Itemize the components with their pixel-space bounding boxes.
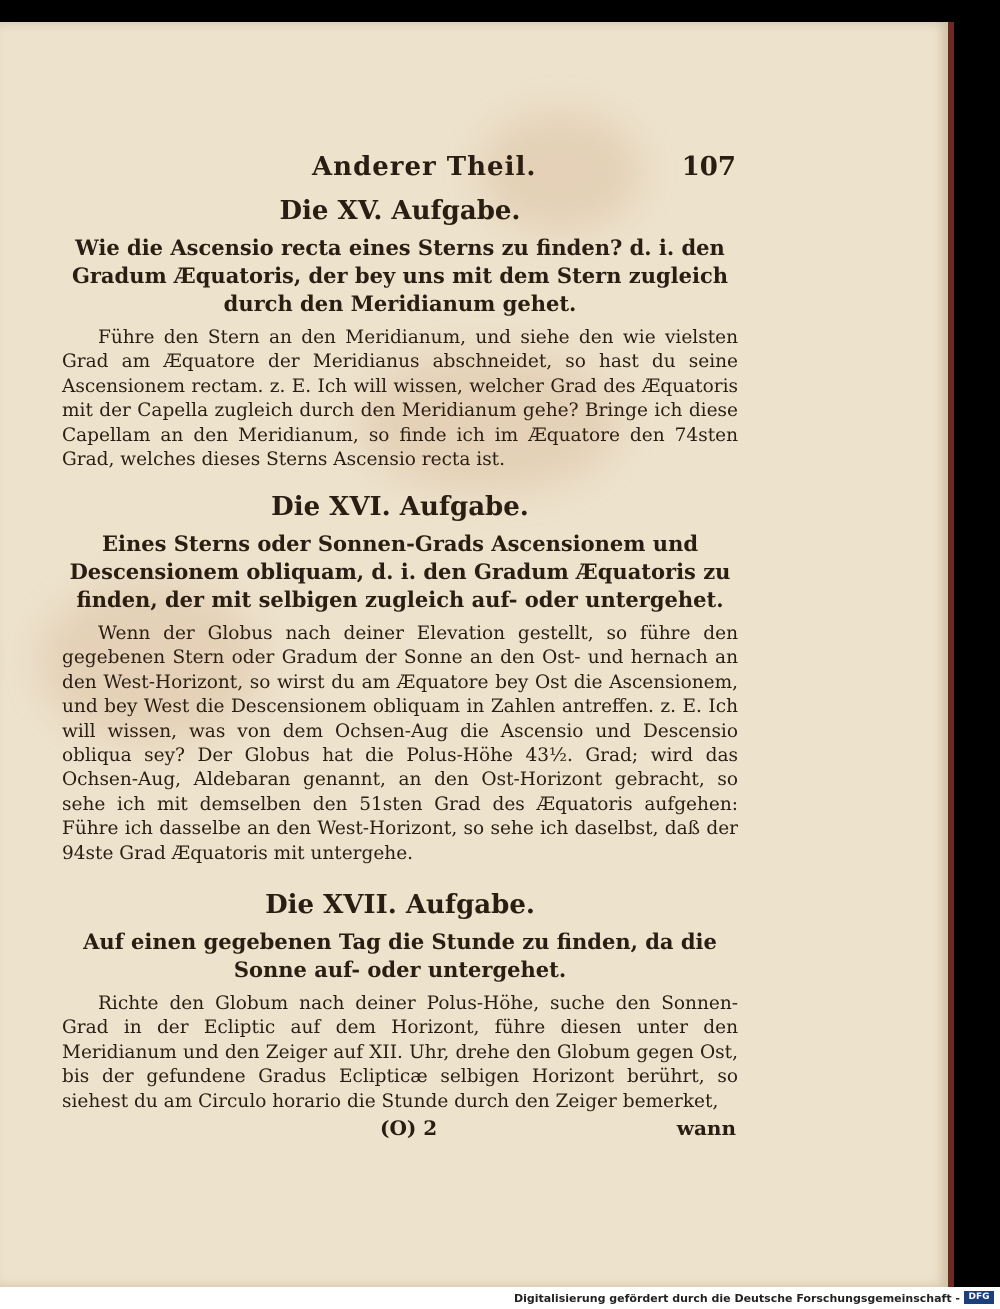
section-heading: Die XV. Aufgabe. — [279, 196, 521, 226]
section-body: Führe den Stern an den Meridianum, und siehe den wie vielsten Grad am Æquatore der Meridianus abschneidet, so hast du seine Ascensionem rectam. z. E. Ich will wissen, welcher Grad des Æquatoris mit der Capella zugleich durch den Meridianum gehe? Bringe ich diese Capellam an den Meridianum, so finde ich im Æquatore den 74sten Grad, welches dieses Sterns Ascensio recta ist. — [62, 327, 738, 471]
digitization-footer — [0, 1287, 1000, 1309]
section-question: Wie die Ascensio recta eines Sterns zu finden? d. i. den Gradum Æquatoris, der bey uns mit dem Stern zugleich durch den Meridianum gehet. — [71, 235, 729, 316]
section-heading: Die XVII. Aufgabe. — [265, 890, 535, 920]
section-body: Richte den Globum nach deiner Polus-Höhe, suche den Sonnen-Grad in der Ecliptic auf dem Horizont, führe diesen unter den Meridianum und den Zeiger auf XII. Uhr, drehe den Globum gegen Ost, bis der gefundene Gradus Eclipticæ selbigen Horizont berührt, so siehest du am Circulo horario die Stunde durch den Zeiger bemerket, — [62, 993, 738, 1112]
running-head — [62, 152, 738, 186]
section-xv — [62, 194, 738, 472]
section-question: Eines Sterns oder Sonnen-Grads Ascensionem und Descensionem obliquam, d. i. den Gradum Æquatoris zu finden, der mit selbigen zugleich auf- oder untergehet. — [69, 531, 731, 612]
digitization-credit: Digitalisierung gefördert durch die Deutsche Forschungsgemeinschaft - — [513, 1292, 960, 1305]
page-number: 107 — [681, 152, 736, 182]
book-binding-edge — [948, 22, 954, 1287]
section-question: Auf einen gegebenen Tag die Stunde zu finden, da die Sonne auf- oder untergehet. — [83, 929, 717, 982]
section-xvii — [62, 888, 738, 1114]
catch-line — [62, 1116, 738, 1142]
catchword: wann — [676, 1116, 736, 1140]
running-title: Anderer Theil. — [312, 152, 537, 182]
signature-mark: (O) 2 — [380, 1116, 438, 1140]
book-page — [0, 22, 948, 1287]
section-xvi — [62, 490, 738, 866]
dfg-logo[interactable]: DFG — [964, 1291, 994, 1304]
section-heading: Die XVI. Aufgabe. — [271, 492, 529, 522]
section-body: Wenn der Globus nach deiner Elevation gestellt, so führe den gegebenen Stern oder Gradum der Sonne an den Ost- und hernach an den West-Horizont, so wirst du am Æquatore bey Ost die Ascensionem, und bey West die Descensionem obliquam in Zahlen antreffen. z. E. Ich will wissen, was von dem Ochsen-Aug die Ascensio und Descensio obliqua sey? Der Globus hat die Polus-Höhe 43½. Grad; wird das Ochsen-Aug, Aldebaran genannt, an den Ost-Horizont gebracht, so sehe ich mit demselben den 51sten Grad des Æquatoris aufgehen: Führe ich dasselbe an den West-Horizont, so sehe ich daselbst, daß der 94ste Grad Æquatoris mit untergehe. — [62, 623, 738, 864]
